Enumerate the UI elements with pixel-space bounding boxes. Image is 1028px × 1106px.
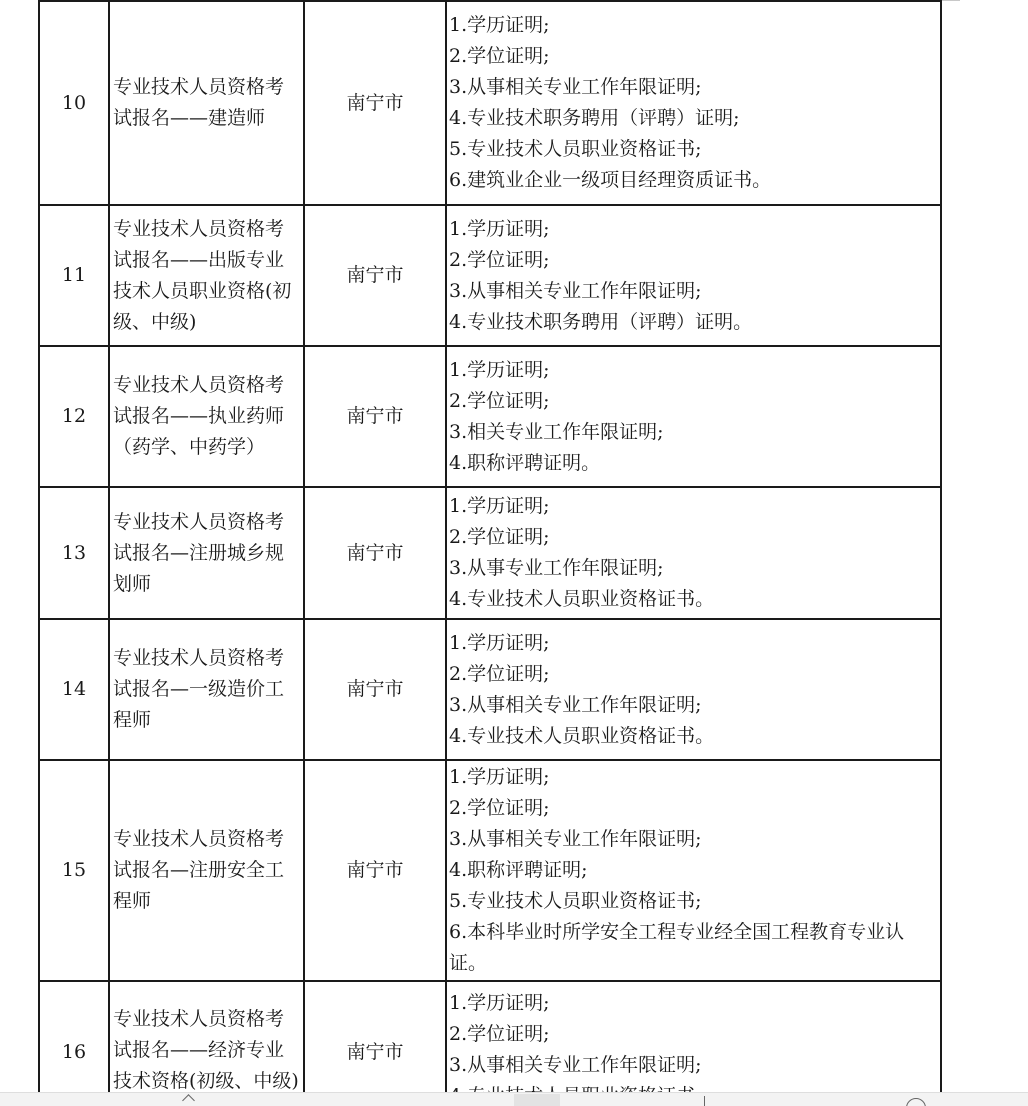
city-cell: 南宁市 <box>304 346 446 487</box>
city-cell: 南宁市 <box>304 760 446 981</box>
city-cell: 南宁市 <box>304 205 446 346</box>
table-row <box>39 487 941 619</box>
material-line: 3.从事相关专业工作年限证明; <box>449 693 702 716</box>
toolbar-divider <box>704 1096 705 1106</box>
material-line: 3.从事专业工作年限证明; <box>449 557 664 579</box>
row-number: 16 <box>39 981 109 1106</box>
toolbar-tab[interactable] <box>514 1094 560 1106</box>
city-cell: 南宁市 <box>304 619 446 760</box>
material-line: 2.学位证明; <box>449 45 550 67</box>
chevron-up-icon[interactable] <box>182 1094 195 1106</box>
row-number: 10 <box>39 1 109 205</box>
item-name: 专业技术人员资格考试报名—注册安全工程师 <box>109 760 304 981</box>
table-row <box>39 346 941 487</box>
row-number: 15 <box>39 760 109 981</box>
city-cell: 南宁市 <box>304 981 446 1106</box>
table-row <box>39 760 941 981</box>
city-cell: 南宁市 <box>304 1 446 205</box>
material-line: 4.专业技术人员职业资格证书。 <box>449 724 715 747</box>
material-line: 1.学历证明; <box>449 14 550 36</box>
material-line: 2.学位证明; <box>449 1023 550 1045</box>
item-name: 专业技术人员资格考试报名—一级造价工程师 <box>109 619 304 760</box>
material-line: 3.相关专业工作年限证明; <box>449 420 664 443</box>
material-line: 2.学位证明; <box>449 662 550 685</box>
material-line: 1.学历证明; <box>449 217 550 240</box>
item-name: 专业技术人员资格考试报名——执业药师（药学、中药学） <box>109 346 304 487</box>
material-line: 3.从事相关专业工作年限证明; <box>449 828 702 850</box>
material-line: 3.从事相关专业工作年限证明; <box>449 1054 702 1076</box>
row-number: 13 <box>39 487 109 619</box>
row-number: 11 <box>39 205 109 346</box>
materials-cell <box>446 487 941 619</box>
material-line: 1.学历证明; <box>449 992 550 1014</box>
material-line: 4.专业技术职务聘用（评聘）证明。 <box>449 310 753 333</box>
material-line: 3.从事相关专业工作年限证明; <box>449 279 702 302</box>
bottom-toolbar <box>0 1092 1028 1106</box>
material-line: 2.学位证明; <box>449 248 550 271</box>
materials-cell <box>446 760 941 981</box>
material-line: 2.学位证明; <box>449 797 550 819</box>
materials-cell <box>446 346 941 487</box>
material-line: 4.专业技术职务聘用（评聘）证明; <box>449 107 740 129</box>
material-line: 4.职称评聘证明; <box>449 859 588 881</box>
materials-table <box>38 0 942 1106</box>
material-line: 1.学历证明; <box>449 358 550 381</box>
table-row <box>39 1 941 205</box>
material-line: 2.学位证明; <box>449 526 550 548</box>
material-line: 1.学历证明; <box>449 766 550 788</box>
item-name: 专业技术人员资格考试报名—注册城乡规划师 <box>109 487 304 619</box>
material-line: 3.从事相关专业工作年限证明; <box>449 76 702 98</box>
item-name: 专业技术人员资格考试报名——出版专业技术人员职业资格(初级、中级) <box>109 205 304 346</box>
materials-cell <box>446 981 941 1106</box>
item-name: 专业技术人员资格考试报名——经济专业技术资格(初级、中级) <box>109 981 304 1106</box>
materials-cell <box>446 619 941 760</box>
item-name: 专业技术人员资格考试报名——建造师 <box>109 1 304 205</box>
table-row <box>39 205 941 346</box>
material-line: 5.专业技术人员职业资格证书; <box>449 890 702 912</box>
material-line: 2.学位证明; <box>449 389 550 412</box>
materials-cell <box>446 205 941 346</box>
row-number: 14 <box>39 619 109 760</box>
material-line: 6.本科毕业时所学安全工程专业经全国工程教育专业认证。 <box>449 921 905 974</box>
city-cell: 南宁市 <box>304 487 446 619</box>
table-row <box>39 981 941 1106</box>
row-number: 12 <box>39 346 109 487</box>
material-line: 4.专业技术人员职业资格证书。 <box>449 588 715 610</box>
table-row <box>39 619 941 760</box>
material-line: 4.职称评聘证明。 <box>449 451 601 474</box>
material-line: 1.学历证明; <box>449 495 550 517</box>
material-line: 1.学历证明; <box>449 631 550 654</box>
material-line: 5.专业技术人员职业资格证书; <box>449 138 702 160</box>
circle-icon[interactable] <box>906 1098 926 1106</box>
materials-cell <box>446 1 941 205</box>
material-line: 6.建筑业企业一级项目经理资质证书。 <box>449 169 772 191</box>
